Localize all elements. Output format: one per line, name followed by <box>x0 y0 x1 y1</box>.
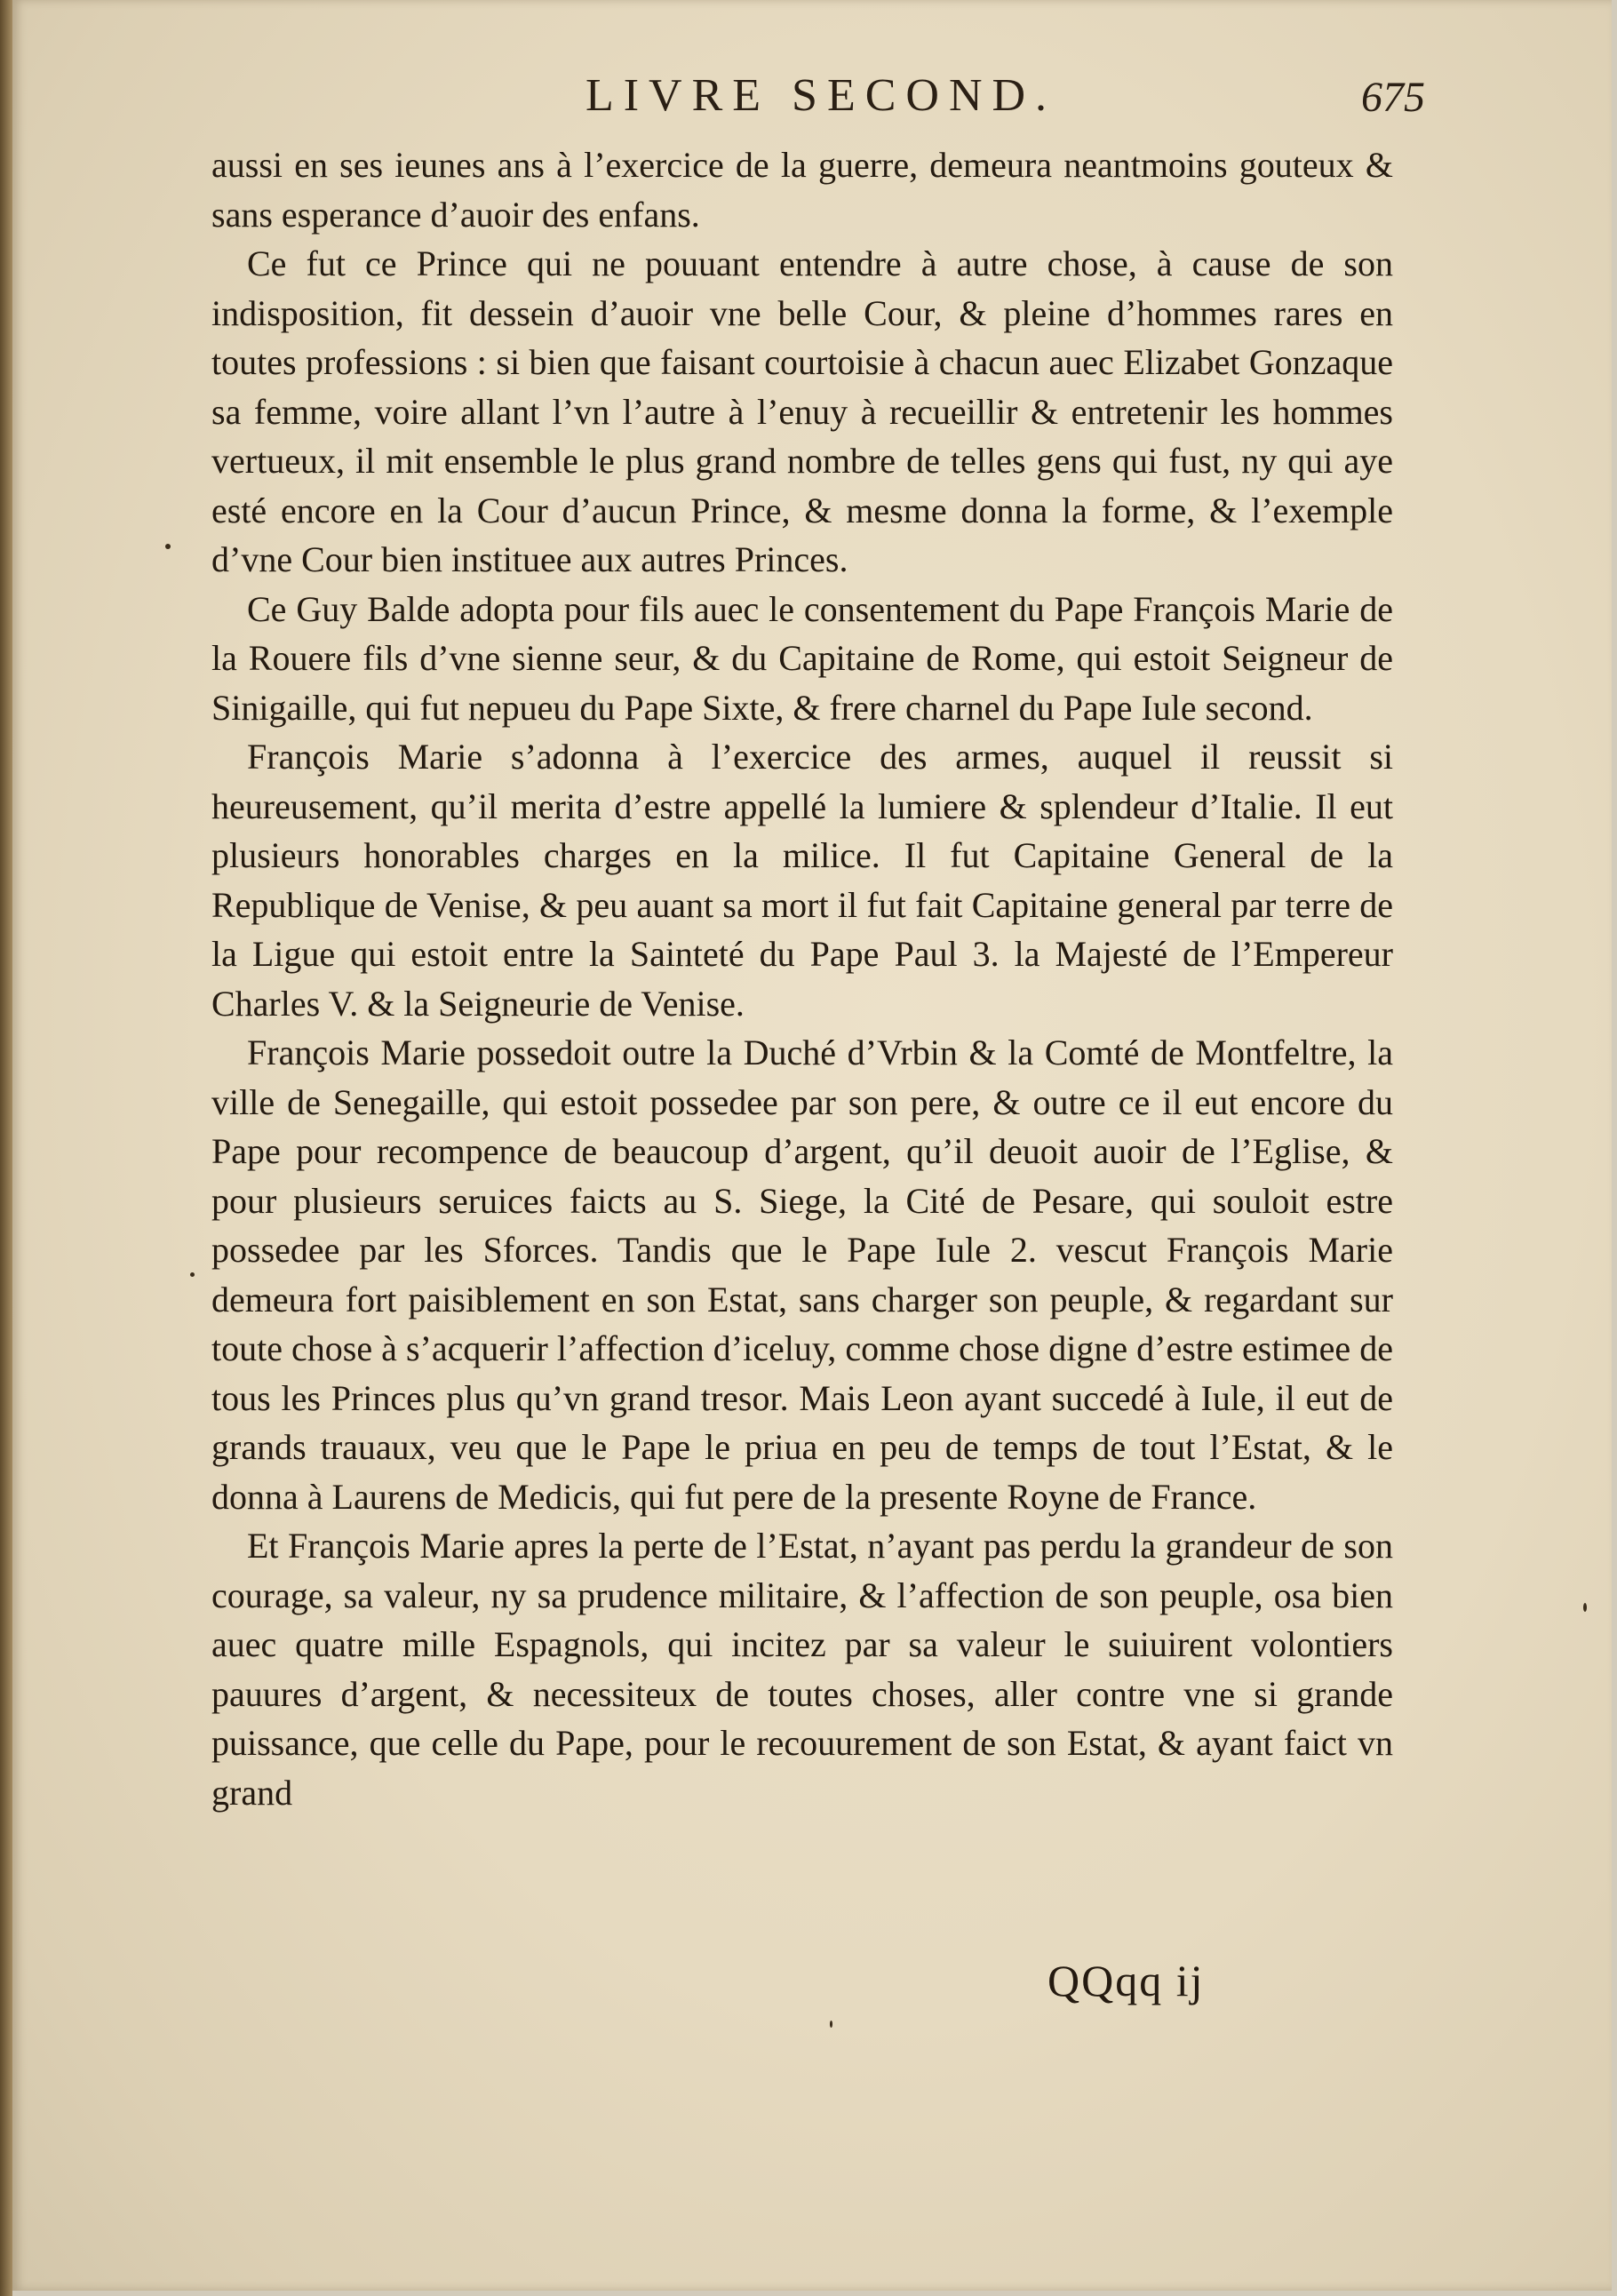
running-title: LIVRE SECOND. <box>585 70 1057 121</box>
body-text <box>211 140 1393 1962</box>
page-number: 675 <box>1361 74 1425 121</box>
ink-speck <box>830 2021 832 2028</box>
page-gutter <box>0 0 12 2296</box>
ink-speck <box>165 544 171 549</box>
ink-speck <box>190 1272 195 1277</box>
ink-speck <box>1583 1603 1587 1612</box>
paragraph-5: François Marie possedoit outre la Duché d’Vrbin & la Comté de Montfeltre, la ville de Senegaille, qui estoit possedee par son pere, & outre ce il eut encore du Pape pour recompence de beaucoup d’argent, qu’il deuoit auoir de l’Eglise, & pour plusieurs seruices faicts au S. Siege, la Cité de Pesare, qui souloit estre possedee par les Sforces. Tandis que le Pape Iule 2. vescut François Marie demeura fort paisiblement en son Estat, sans charger son peuple, & regardant sur toute chose à s’acquerir l’affection d’iceluy, comme chose digne d’estre estimee de tous les Princes plus qu’vn grand tresor. Mais Leon ayant succedé à Iule, il eut de grands trauaux, veu que le Pape le priua en peu de temps de tout l’Estat, & le donna à Laurens de Medicis, qui fut pere de la presente Royne de France. <box>211 1032 1393 1517</box>
paragraph-6: Et François Marie apres la perte de l’Estat, n’ayant pas perdu la grandeur de son courage, sa valeur, ny sa prudence militaire, & l’affection de son peuple, osa bien auec quatre mille Espagnols, qui incitez par sa valeur le suiuirent volontiers pauures d’argent, & necessiteux de toutes choses, aller contre vne si grande puissance, que celle du Pape, pour le recouurement de son Estat, & ayant faict vn grand <box>211 1526 1393 1813</box>
signature-mark: QQqq ij <box>1047 1956 1205 2005</box>
paragraph-2: Ce fut ce Prince qui ne pouuant entendre à autre chose, à cause de son indisposition, fit dessein d’auoir vne belle Cour, & pleine d’hommes rares en toutes professions : si bien que faisant courtoisie à chacun auec Elizabet Gonzaque sa femme, voire allant l’vn l’autre à l’enuy à recueillir & entretenir les hommes vertueux, il mit ensemble le plus grand nombre de telles gens qui fust, ny qui aye esté encore en la Cour d’aucun Prince, & mesme donna la forme, & l’exemple d’vne Cour bien instituee aux autres Princes. <box>211 243 1393 579</box>
book-page <box>12 0 1612 2291</box>
running-head <box>217 69 1425 132</box>
paragraph-1: aussi en ses ieunes ans à l’exercice de la guerre, demeura neantmoins gouteux & sans esperance d’auoir des enfans. <box>211 145 1393 235</box>
paragraph-4: François Marie s’adonna à l’exercice des armes, auquel il reussit si heureusement, qu’il merita d’estre appellé la lumiere & splendeur d’Italie. Il eut plusieurs honorables charges en la milice. Il fut Capitaine General de la Republique de Venise, & peu auant sa mort il fut fait Capitaine general par terre de la Ligue qui estoit entre la Sainteté du Pape Paul 3. la Majesté de l’Empereur Charles V. & la Seigneurie de Venise. <box>211 737 1393 1024</box>
paragraph-3: Ce Guy Balde adopta pour fils auec le consentement du Pape François Marie de la Rouere fils d’vne sienne seur, & du Capitaine de Rome, qui estoit Seigneur de Sinigaille, qui fut nepueu du Pape Sixte, & frere charnel du Pape Iule second. <box>211 588 1393 728</box>
